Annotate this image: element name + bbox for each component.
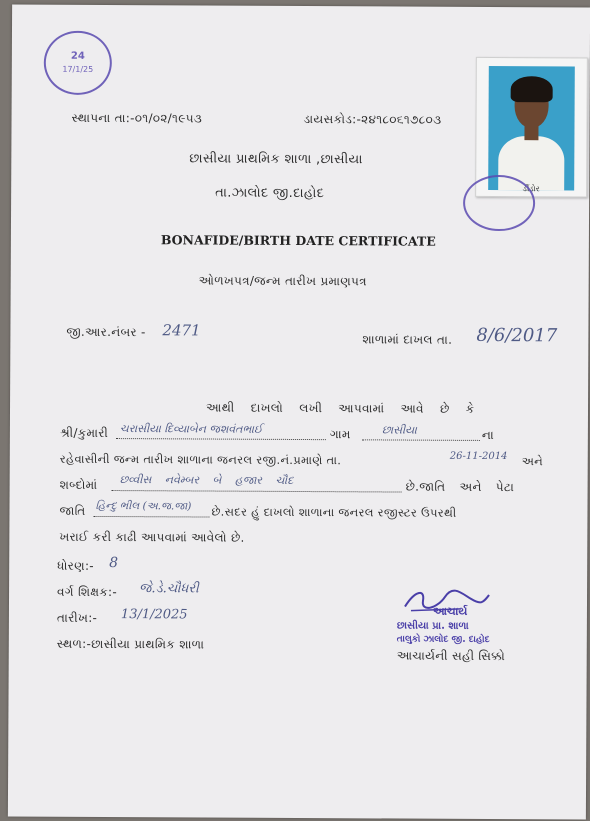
standard-value: 8 xyxy=(109,555,119,572)
school-round-stamp: 24 17/1/25 xyxy=(44,31,112,95)
certificate-paper xyxy=(8,4,590,819)
body-line-2-prefix: શ્રી/કુમારી xyxy=(59,425,109,441)
body-line-1: આથી દાખલો લખી આપવામાં આવે છે કે xyxy=(205,400,475,416)
gr-number-label: જી.આર.નંબર - xyxy=(66,324,146,340)
admission-date-label: શાળામાં દાખલ તા. xyxy=(362,332,453,347)
issue-date-label: તારીખ:- xyxy=(56,610,98,625)
gr-number-value: 2471 xyxy=(162,321,201,340)
certificate-title-gujarati: ઓળખપત્ર/જન્મ તારીખ પ્રમાણપત્ર xyxy=(198,273,367,289)
principal-stamp-location: તાલુકો ઝાલોદ જી. દાહોદ xyxy=(396,634,490,646)
school-name: છાસીયા પ્રાથમિક શાળા ,છાસીયા xyxy=(189,151,363,168)
photo-caption: ડીંડોર xyxy=(522,184,540,194)
body-line-5-prefix: જાતિ xyxy=(59,503,86,518)
caste: હિન્દુ ભીલ (અ.જ.જા) xyxy=(95,499,192,513)
class-teacher-value: જે.ડે.ચૌધરી xyxy=(139,581,199,597)
body-line-3-prefix: રહેવાસીની જન્મ તારીખ શાળાના જનરલ રજી.નં.પ્રમાણે તા. xyxy=(59,451,342,468)
certificate-title-english: BONAFIDE/BIRTH DATE CERTIFICATE xyxy=(160,232,436,249)
standard-label: ધોરણ:- xyxy=(57,558,94,573)
body-line-2-village-label: ગામ xyxy=(329,427,351,442)
issue-date-value: 13/1/2025 xyxy=(120,607,188,623)
photo-stamp xyxy=(463,175,535,231)
body-line-4-prefix: શબ્દોમાં xyxy=(59,477,98,492)
body-line-5-suffix: છે.સદર હું દાખલો શાળાના જનરલ રજીસ્ટર ઉપરથી xyxy=(211,504,457,520)
place: સ્થળ:-છાસીયા પ્રાથમિક શાળા xyxy=(56,636,205,652)
principal-stamp-school: છાસીયા પ્રા. શાળા xyxy=(396,620,469,632)
body-line-2-suffix: ના xyxy=(481,427,495,443)
birth-date: 26-11-2014 xyxy=(449,450,508,463)
dise-code: ડાયસકોડ:-૨૪૧૮૦૬૧૭૮૦૩ xyxy=(303,112,442,127)
principal-title: આચાર્ય xyxy=(432,604,468,618)
established-date: સ્થાપના તા:-૦૧/૦૨/૧૯૫૩ xyxy=(71,110,203,126)
body-line-4-suffix: છે.જાતિ અને પેટા xyxy=(405,479,515,495)
birth-date-words: છવ્વીસ નવેમ્બર બે હજાર ચૌદ xyxy=(119,473,294,487)
taluka-district: તા.ઝાલોદ જી.દાહોદ xyxy=(215,185,325,202)
body-line-3-suffix: અને xyxy=(521,454,544,469)
admission-date-value: 8/6/2017 xyxy=(476,324,558,347)
principal-signature-label: આચાર્યની સહી સિક્કો xyxy=(396,648,506,664)
student-name: ચરાસીયા દિવ્યાબેન જશવંતભાઈ xyxy=(119,422,263,436)
class-teacher-label: વર્ગ શિક્ષક:- xyxy=(57,584,118,600)
body-line-6: ખરાઈ કરી કાઢી આપવામાં આવેલો છે. xyxy=(59,529,245,545)
village-name: છાસીયા xyxy=(381,423,417,437)
